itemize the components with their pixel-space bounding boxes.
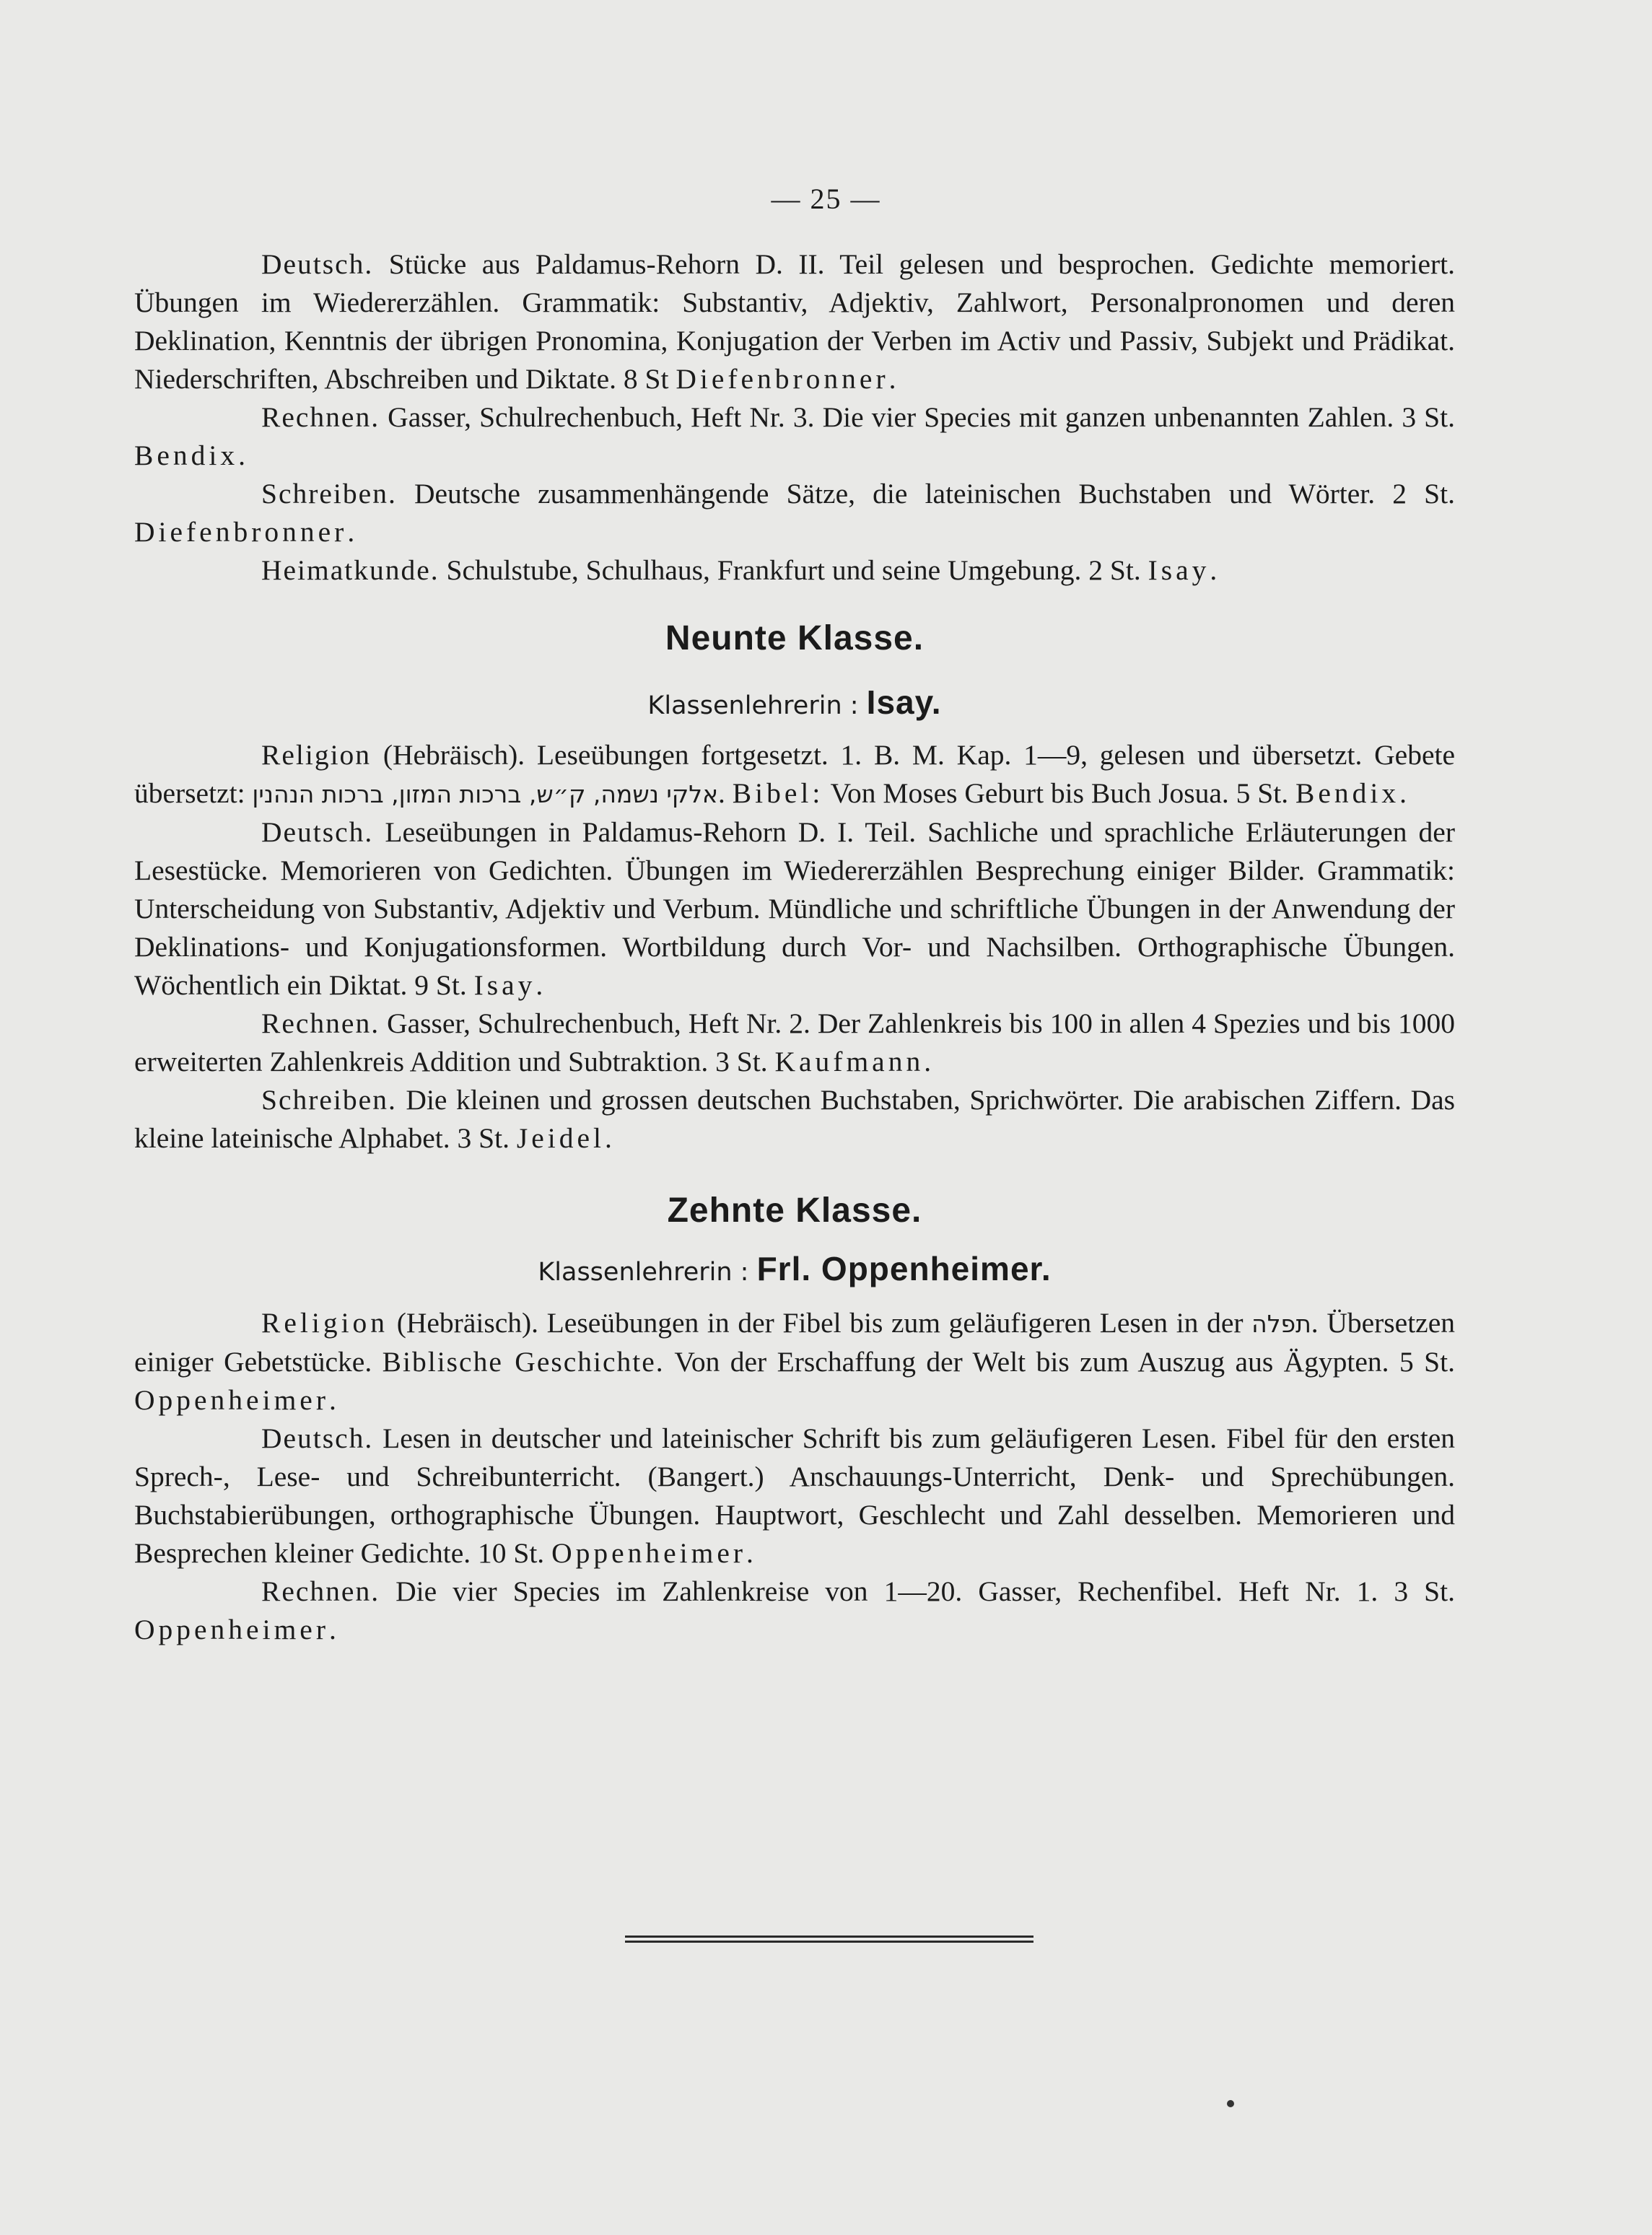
- paragraph-text: Gasser, Schulrechenbuch, Heft Nr. 2. Der Zahlenkreis bis 100 in allen 4 Spezies und bis 1000 erweiterten Zahlenkreis Addition und Subtraktion. 3 St.: [134, 1007, 1455, 1077]
- paragraph-rechnen-class9: [134, 1005, 1455, 1081]
- period: .: [888, 363, 896, 395]
- subject-label: Schreiben.: [261, 478, 397, 509]
- teacher-name: Bendix: [134, 439, 239, 471]
- paragraph-text: Schulstube, Schulhaus, Frankfurt und seine Umgebung. 2 St.: [439, 554, 1148, 586]
- teacher-name: Oppenheimer: [134, 1614, 329, 1645]
- class-teacher-name: Frl. Oppenheimer.: [756, 1250, 1052, 1287]
- class-teacher-label: Klassenlehrerin :: [647, 691, 867, 720]
- subject-label: Deutsch.: [261, 1422, 374, 1454]
- teacher-name: Diefenbronner: [134, 516, 348, 548]
- paragraph-text: Die vier Species im Zahlenkreise von 1—20. Gasser, Rechenfibel. Heft Nr. 1. 3 St.: [380, 1575, 1455, 1607]
- paragraph-schreiben-class8: [134, 475, 1455, 551]
- subject-label: Deutsch.: [261, 816, 374, 848]
- period: .: [1210, 554, 1218, 586]
- class-teacher-line: [134, 1249, 1455, 1288]
- paragraph-text: Von Moses Geburt bis Buch Josua. 5 St.: [823, 777, 1295, 809]
- class-teacher-line: [134, 683, 1455, 722]
- teacher-name: Kaufmann: [774, 1046, 925, 1077]
- subject-label: Rechnen.: [261, 401, 380, 433]
- paragraph-text: (Hebräisch). Leseübungen fortgesetzt. 1. B. M. Kap. 1—9, gelesen und übersetzt. Gebete übersetzt:: [134, 739, 1455, 809]
- subject-label: Rechnen.: [261, 1007, 380, 1039]
- paragraph-deutsch-class8: [134, 245, 1455, 398]
- subject-label-biblische-geschichte: Biblische Geschichte.: [382, 1346, 665, 1378]
- paragraph-deutsch-class10: [134, 1420, 1455, 1573]
- class-teacher-name: Isay.: [866, 683, 942, 721]
- section-title-zehnte-klasse: Zehnte Klasse.: [667, 1191, 922, 1230]
- subject-label: Religion: [261, 1307, 389, 1339]
- subject-label: Rechnen.: [261, 1575, 380, 1607]
- hebrew-word-tefillah: תפלה: [1251, 1310, 1311, 1338]
- period: .: [328, 1384, 336, 1416]
- teacher-name: Diefenbronner: [676, 363, 889, 395]
- period: .: [746, 1537, 753, 1569]
- section-title-neunte-klasse: Neunte Klasse.: [665, 619, 925, 657]
- paragraph-text: Leseübungen in Paldamus-Rehorn D. I. Teil. Sachliche und sprachliche Erläuterungen der Lesestücke. Memorieren von Gedichten. Übungen im Wiedererzählen Besprechung einiger Bilder. Grammatik: Unterscheidung von Substantiv, Adjektiv und Verbum. Mündliche und schriftliche Übungen in der Anwendung der Deklinations- und Konjugationsformen. Wortbildung durch Vor- und Nachsilben. Orthographische Übungen. Wöchentlich ein Diktat. 9 St.: [134, 816, 1455, 1001]
- paragraph-text: Die kleinen und grossen deutschen Buchstaben, Sprichwörter. Die arabischen Ziffern. Das kleine lateinische Alphabet. 3 St.: [134, 1084, 1455, 1154]
- period: .: [238, 439, 245, 471]
- subject-label: Deutsch.: [261, 248, 374, 280]
- paragraph-text: Stücke aus Paldamus-Rehorn D. II. Teil gelesen und besprochen. Gedichte memoriert. Übungen im Wiedererzählen. Grammatik: Substantiv, Adjektiv, Zahlwort, Personalpronomen und deren Deklination, Kenntnis der übrigen Pronomina, Konjugation der Verben im Activ und Passiv, Subjekt und Prädikat. Niederschriften, Abschreiben und Diktate. 8 St: [134, 248, 1455, 395]
- ink-spot: [1227, 2100, 1234, 2107]
- subject-label: Heimatkunde.: [261, 554, 440, 586]
- page-body: [134, 245, 1455, 1649]
- paragraph-deutsch-class9: [134, 813, 1455, 1005]
- teacher-name: Isay: [1148, 554, 1210, 586]
- class-teacher-label: Klassenlehrerin :: [538, 1258, 757, 1287]
- period: .: [604, 1122, 612, 1154]
- page-number: — 25 —: [771, 183, 881, 215]
- paragraph-rechnen-class10: [134, 1573, 1455, 1649]
- paragraph-text: Gasser, Schulrechenbuch, Heft Nr. 3. Die vier Species mit ganzen unbenannten Zahlen. 3 St.: [380, 401, 1455, 433]
- paragraph-rechnen-class8: [134, 398, 1455, 475]
- subject-label: Schreiben.: [261, 1084, 397, 1116]
- paragraph-text: Deutsche zusammenhängende Sätze, die lateinischen Buchstaben und Wörter. 2 St.: [396, 478, 1455, 509]
- paragraph-heimatkunde-class8: [134, 551, 1455, 590]
- paragraph-schreiben-class9: [134, 1081, 1455, 1158]
- teacher-name: Bendix: [1295, 777, 1400, 809]
- teacher-name: Isay: [473, 969, 536, 1001]
- hebrew-prayer-list: אלקי נשמה, ק״ש, ברכות המזון, ברכות הנהנין: [252, 780, 719, 808]
- paragraph-religion-class10: [134, 1304, 1455, 1420]
- period: .: [924, 1046, 932, 1077]
- teacher-name: Oppenheimer: [134, 1384, 329, 1416]
- paragraph-text: Von der Erschaffung der Welt bis zum Auszug aus Ägypten. 5 St.: [664, 1346, 1455, 1378]
- paragraph-text: Lesen in deutscher und lateinischer Schrift bis zum geläufigeren Lesen. Fibel für den ersten Sprech-, Lese- und Schreibunterricht. (Bangert.) Anschauungs-Unterricht, Denk- und Sprechübungen. Buchstabierübungen, orthographische Übungen. Hauptwort, Geschlecht und Zahl desselben. Memorieren und Besprechen kleiner Gedichte. 10 St.: [134, 1422, 1455, 1569]
- period: .: [536, 969, 543, 1001]
- end-rule-divider: [625, 1936, 1033, 1943]
- period: .: [347, 516, 355, 548]
- paragraph-religion-class9: [134, 736, 1455, 813]
- paragraph-text: (Hebräisch). Leseübungen in der Fibel bis zum geläufigeren Lesen in der: [388, 1307, 1252, 1339]
- subject-label-bibel: Bibel:: [732, 777, 824, 809]
- teacher-name: Jeidel: [516, 1122, 605, 1154]
- period: .: [1399, 777, 1407, 809]
- subject-label: Religion: [261, 739, 372, 771]
- paragraph-text: . Übersetzen einiger Gebetstücke.: [134, 1307, 1455, 1378]
- teacher-name: Oppenheimer: [551, 1537, 747, 1569]
- paragraph-text: .: [718, 777, 733, 809]
- period: .: [328, 1614, 336, 1645]
